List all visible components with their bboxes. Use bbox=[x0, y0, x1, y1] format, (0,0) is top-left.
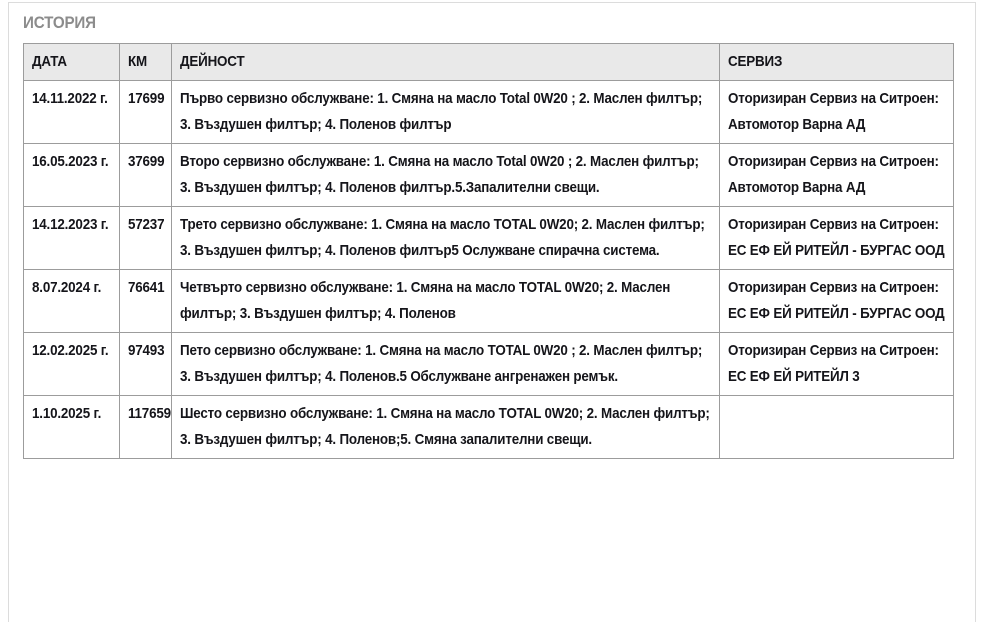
cell-activity: Пето сервизно обслужване: 1. Смяна на масло TOTAL 0W20 ; 2. Маслен филтър; 3. Въздушен филтър; 4. Поленов.5 Обслужване ангренажен ремък. bbox=[172, 333, 720, 396]
table-body bbox=[24, 81, 954, 459]
cell-service: Оторизиран Сервиз на Ситроен: Автомотор Варна АД bbox=[720, 81, 954, 144]
cell-activity: Шесто сервизно обслужване: 1. Смяна на масло TOTAL 0W20; 2. Маслен филтър; 3. Въздушен филтър; 4. Поленов;5. Смяна запалителни свещи. bbox=[172, 396, 720, 459]
cell-km: 76641 bbox=[120, 270, 172, 333]
history-panel bbox=[8, 2, 976, 622]
cell-date: 8.07.2024 г. bbox=[24, 270, 120, 333]
cell-service: Оторизиран Сервиз на Ситроен: ЕС ЕФ ЕЙ РИТЕЙЛ - БУРГАС ООД bbox=[720, 270, 954, 333]
table-row bbox=[24, 207, 954, 270]
cell-service bbox=[720, 396, 954, 459]
history-table bbox=[23, 43, 954, 459]
cell-activity: Четвърто сервизно обслужване: 1. Смяна на масло TOTAL 0W20; 2. Маслен филтър; 3. Въздушен филтър; 4. Поленов bbox=[172, 270, 720, 333]
cell-date: 16.05.2023 г. bbox=[24, 144, 120, 207]
cell-date: 1.10.2025 г. bbox=[24, 396, 120, 459]
page-title-label: ИСТОРИЯ bbox=[23, 13, 96, 32]
cell-service: Оторизиран Сервиз на Ситроен: Автомотор Варна АД bbox=[720, 144, 954, 207]
col-header-activity: ДЕЙНОСТ bbox=[172, 44, 720, 81]
table-header-row bbox=[24, 44, 954, 81]
col-header-service: СЕРВИЗ bbox=[720, 44, 954, 81]
table-row bbox=[24, 333, 954, 396]
col-header-date: ДАТА bbox=[24, 44, 120, 81]
table-header bbox=[24, 44, 954, 81]
cell-activity: Първо сервизно обслужване: 1. Смяна на масло Total 0W20 ; 2. Маслен филтър; 3. Въздушен филтър; 4. Поленов филтър bbox=[172, 81, 720, 144]
cell-km: 117659 bbox=[120, 396, 172, 459]
table-row bbox=[24, 396, 954, 459]
table-row bbox=[24, 270, 954, 333]
cell-date: 14.11.2022 г. bbox=[24, 81, 120, 144]
cell-km: 37699 bbox=[120, 144, 172, 207]
cell-activity: Трето сервизно обслужване: 1. Смяна на масло TOTAL 0W20; 2. Маслен филтър; 3. Въздушен филтър; 4. Поленов филтър5 Ослужване спирачна система. bbox=[172, 207, 720, 270]
table-row bbox=[24, 144, 954, 207]
page-title bbox=[23, 13, 975, 33]
cell-date: 14.12.2023 г. bbox=[24, 207, 120, 270]
cell-km: 57237 bbox=[120, 207, 172, 270]
table-row bbox=[24, 81, 954, 144]
cell-service: Оторизиран Сервиз на Ситроен: ЕС ЕФ ЕЙ РИТЕЙЛ - БУРГАС ООД bbox=[720, 207, 954, 270]
cell-activity: Второ сервизно обслужване: 1. Смяна на масло Total 0W20 ; 2. Маслен филтър; 3. Въздушен филтър; 4. Поленов филтър.5.Запалителни свещи. bbox=[172, 144, 720, 207]
cell-date: 12.02.2025 г. bbox=[24, 333, 120, 396]
col-header-km: КМ bbox=[120, 44, 172, 81]
cell-km: 97493 bbox=[120, 333, 172, 396]
cell-km: 17699 bbox=[120, 81, 172, 144]
cell-service: Оторизиран Сервиз на Ситроен: ЕС ЕФ ЕЙ РИТЕЙЛ 3 bbox=[720, 333, 954, 396]
